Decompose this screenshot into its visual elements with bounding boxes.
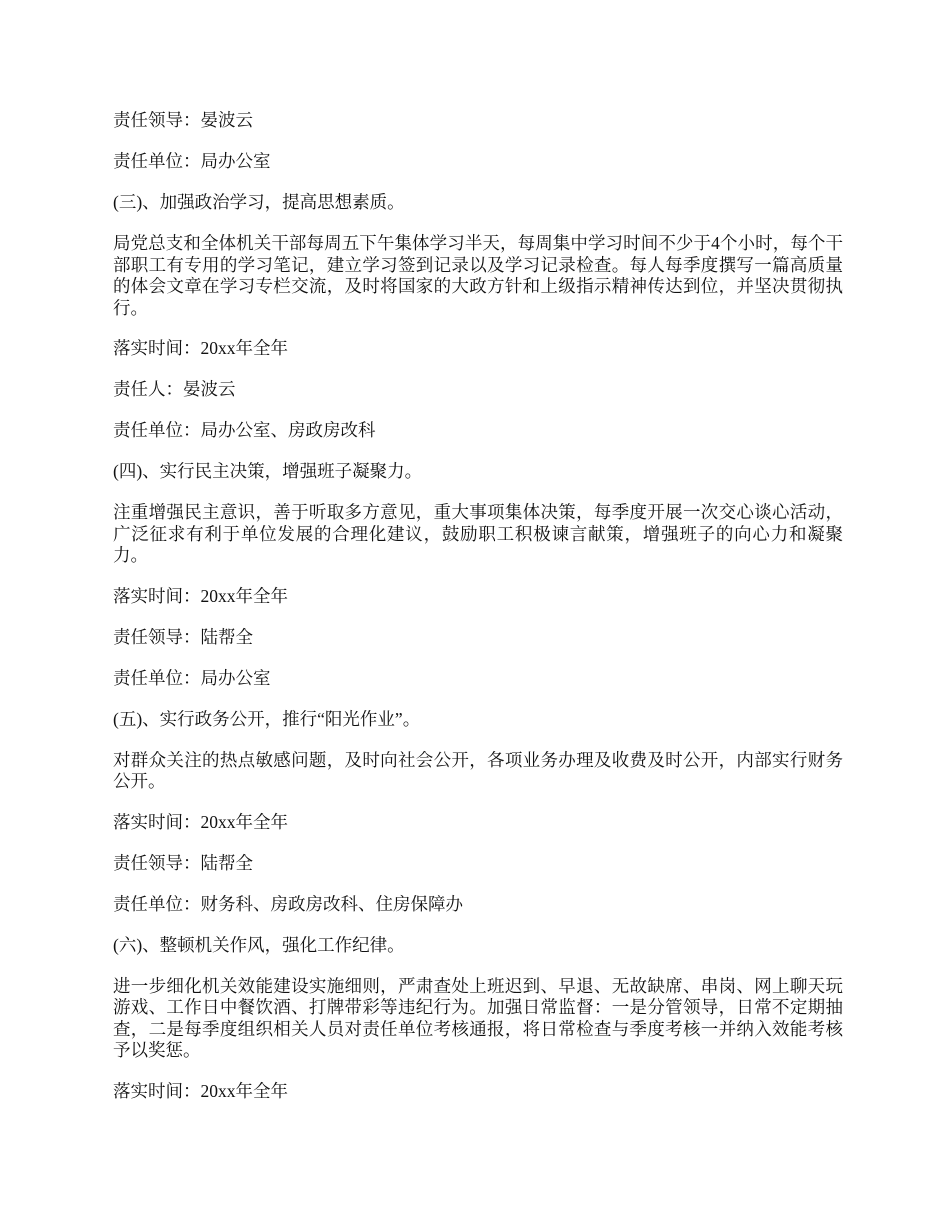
responsible-leader-line: 责任领导：陆帮全	[113, 852, 253, 873]
document-page	[113, 110, 843, 1122]
section-heading-3: (三)、加强政治学习，提高思想素质。	[113, 192, 405, 212]
section-heading-6: (六)、整顿机关作风，强化工作纪律。	[113, 934, 405, 955]
implementation-time-line: 落实时间：20xx年全年	[113, 1080, 288, 1101]
responsible-unit-line: 责任单位：局办公室、房政房改科	[113, 420, 376, 440]
responsible-leader-line: 责任领导：晏波云	[113, 110, 253, 130]
section-body-3: 局党总支和全体机关干部每周五下午集体学习半天，每周集中学习时间不少于4个小时，每个干部职工有专用的学习笔记，建立学习签到记录以及学习记录检查。每人每季度撰写一篇高质量的体会文章在学习专栏交流，及时将国家的大政方针和上级指示精神传达到位，并坚决贯彻执行。	[113, 233, 843, 318]
implementation-time-line: 落实时间：20xx年全年	[113, 338, 288, 358]
section-body-5: 对群众关注的热点敏感问题，及时向社会公开，各项业务办理及收费及时公开，内部实行财务公开。	[113, 749, 843, 791]
section-body-4: 注重增强民主意识，善于听取多方意见，重大事项集体决策，每季度开展一次交心谈心活动，广泛征求有利于单位发展的合理化建议，鼓励职工积极谏言献策，增强班子的向心力和凝聚力。	[113, 502, 843, 565]
implementation-time-line: 落实时间：20xx年全年	[113, 811, 288, 832]
section-body-6: 进一步细化机关效能建设实施细则，严肃查处上班迟到、早退、无故缺席、串岗、网上聊天玩游戏、工作日中餐饮酒、打牌带彩等违纪行为。加强日常监督：一是分管领导，日常不定期抽查，二是每季度组织相关人员对责任单位考核通报，将日常检查与季度考核一并纳入效能考核予以奖惩。	[113, 975, 843, 1060]
section-heading-4: (四)、实行民主决策，增强班子凝聚力。	[113, 461, 423, 481]
responsible-unit-line: 责任单位：局办公室	[113, 667, 271, 688]
section-heading-5: (五)、实行政务公开，推行“阳光作业”。	[113, 708, 421, 729]
responsible-unit-line: 责任单位：局办公室	[113, 151, 271, 171]
responsible-unit-line: 责任单位：财务科、房政房改科、住房保障办	[113, 893, 463, 914]
responsible-leader-line: 责任领导：陆帮全	[113, 626, 253, 647]
implementation-time-line: 落实时间：20xx年全年	[113, 585, 288, 606]
responsible-person-line: 责任人：晏波云	[113, 379, 236, 399]
